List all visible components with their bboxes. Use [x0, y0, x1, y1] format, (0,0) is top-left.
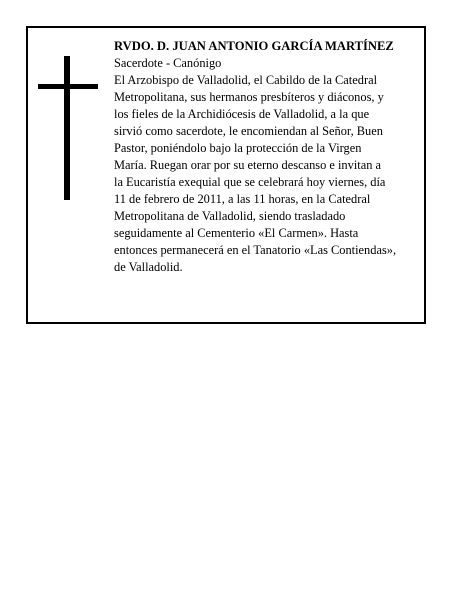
- body-line: de Valladolid.: [114, 260, 183, 274]
- body-line: sirvió como sacerdote, le encomiendan al Señor, Buen: [114, 124, 383, 138]
- body-line: la Eucaristía exequial que se celebrará hoy viernes, día: [114, 175, 386, 189]
- notice-text: [114, 38, 434, 276]
- body-line: entonces permanecerá en el Tanatorio «Las Contiendas»,: [114, 243, 397, 257]
- body-line: Pastor, poniéndolo bajo la protección de la Virgen: [114, 141, 362, 155]
- obituary-notice: [26, 26, 426, 324]
- body-line: El Arzobispo de Valladolid, el Cabildo de la Catedral: [114, 73, 378, 87]
- body-line: los fieles de la Archidiócesis de Valladolid, a la que: [114, 107, 370, 121]
- body-line: Metropolitana de Valladolid, siendo trasladado: [114, 209, 346, 223]
- body-line: seguidamente al Cementerio «El Carmen». Hasta: [114, 226, 359, 240]
- latin-cross-icon: [38, 56, 98, 200]
- deceased-name: RVDO. D. JUAN ANTONIO GARCÍA MARTÍNEZ: [114, 39, 394, 53]
- notice-body: [114, 72, 434, 276]
- deceased-role: Sacerdote - Canónigo: [114, 56, 222, 70]
- body-line: Metropolitana, sus hermanos presbíteros y diáconos, y: [114, 90, 384, 104]
- cross-vertical-bar: [64, 56, 70, 200]
- body-line: María. Ruegan orar por su eterno descanso e invitan a: [114, 158, 381, 172]
- body-line: 11 de febrero de 2011, a las 11 horas, en la Catedral: [114, 192, 371, 206]
- cross-horizontal-bar: [38, 84, 98, 89]
